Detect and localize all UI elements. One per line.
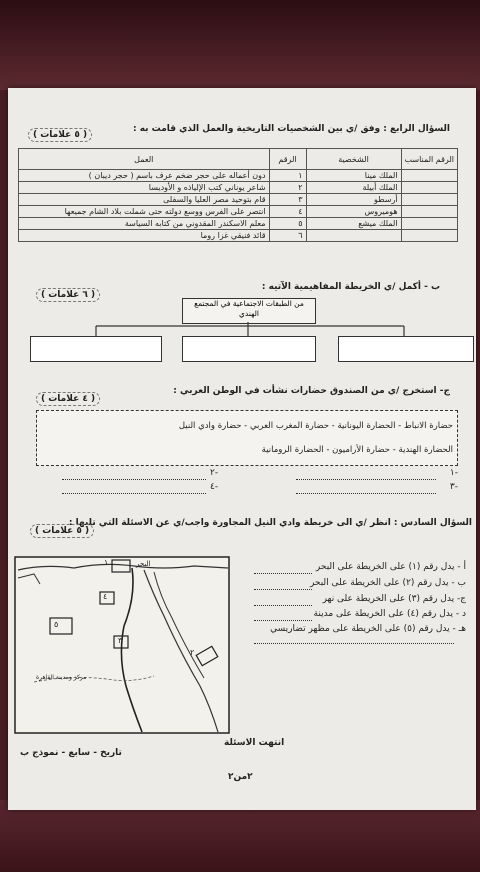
q6-item-5: هـ - يدل رقم (٥) على الخريطة على مظهر تضاريسي (270, 624, 466, 634)
header-matching-num: الرقم المناسب (401, 149, 457, 170)
work-cell: قائد فنيقي غزا روما (19, 230, 270, 242)
civilizations-box (36, 410, 458, 466)
q6-marks: ( ٥ علامات ) (30, 524, 94, 538)
map-label-5: ٥ (54, 620, 59, 629)
q6-answer-line-3[interactable] (254, 604, 312, 606)
qc-marks: ( ٤ علامات ) (36, 392, 100, 406)
map-label-sea: البحر (136, 560, 151, 568)
answer-line-4[interactable] (62, 492, 206, 494)
q6-item-3: ج- يدل رقم (٣) على الخريطة على نهر (322, 594, 466, 604)
work-cell: قام بتوحيد مصر العليا والسفلى (19, 194, 270, 206)
concept-answer-box-middle[interactable] (182, 336, 316, 362)
q6-answer-line-1[interactable] (254, 572, 312, 574)
concept-answer-box-left[interactable] (30, 336, 162, 362)
num-cell: ٤ (269, 206, 306, 218)
num-cell: ٦ (269, 230, 306, 242)
map-label-2: ٢ (190, 648, 195, 657)
map-label-1: ١ (104, 558, 109, 567)
qb-marks: ( ٦ علامات ) (36, 288, 100, 302)
civilizations-line-1: حضارة الانباط - الحضارة اليونانية - حضارة المغرب العربي - حضارة وادي النيل (178, 421, 453, 431)
num-cell: ٢ (269, 182, 306, 194)
end-of-questions: انتهت الاسئلة (224, 738, 285, 748)
qc-title: ج- استخرج /ي من الصندوق حضارات نشأت في الوطن العربي : (173, 386, 450, 396)
work-cell: معلم الاسكندر المقدوني من كتابه السياسة (19, 218, 270, 230)
q6-answer-line-4[interactable] (254, 619, 312, 621)
nile-valley-map (14, 556, 230, 734)
concept-answer-box-right[interactable] (338, 336, 474, 362)
answer-num-1: -١ (449, 468, 458, 478)
page-number: ٢من٢ (228, 772, 253, 782)
person-cell: الملك ميشع (306, 218, 401, 230)
q4-marks: ( ٥ علامات ) (28, 128, 92, 142)
answer-line-2[interactable] (62, 478, 206, 480)
q6-item-1: أ - يدل رقم (١) على الخريطة على البحر (315, 562, 466, 572)
concept-center-box: من الطبقات الاجتماعية في المجتمع الهندي (182, 298, 316, 324)
answer-num-4: -٤ (210, 482, 219, 492)
q4-title: السؤال الرابع : وفق /ي بين الشخصيات التاريخية والعمل الذي قامت به : (132, 124, 450, 134)
work-cell: دون أعماله على حجر ضخم عرف باسم ( حجر ديبان ) (19, 170, 270, 182)
person-cell: الملك أبيلة (306, 182, 401, 194)
answer-num-2: -٢ (210, 468, 219, 478)
answer-line-3[interactable] (296, 492, 436, 494)
map-label-3: ٣ (118, 636, 123, 645)
exam-subject-model: تاريخ - سابع - نموذج ب (20, 748, 122, 758)
work-cell: انتصر على الفرس ووسع دولته حتى شملت بلاد الشام جميعها (19, 206, 270, 218)
q6-title: السؤال السادس : انظر /ي الى خريطة وادي النيل المجاورة واجب/ي عن الاسئلة التي تليها : (68, 518, 472, 528)
num-cell: ١ (269, 170, 306, 182)
map-label-4: ٤ (103, 592, 108, 601)
qb-title: ب - أكمل /ي الخريطة المفاهيمية الآتيه : (261, 282, 440, 292)
header-work: العمل (19, 149, 270, 170)
answer-line-1[interactable] (296, 478, 436, 480)
civilizations-line-2: الحضارة الهندية - حضارة الأراميون - الحضارة الرومانية (261, 445, 453, 455)
q6-item-2: ب - يدل رقم (٢) على الخريطة على البحر (309, 578, 466, 588)
num-cell: ٥ (269, 218, 306, 230)
person-cell: هوميروس (306, 206, 401, 218)
num-cell: ٣ (269, 194, 306, 206)
q6-answer-line-2[interactable] (254, 588, 312, 590)
person-cell: أرسطو (306, 194, 401, 206)
q6-answer-line-5[interactable] (254, 642, 454, 644)
work-cell: شاعر يوناني كتب الإلياذه و الأوديسا (19, 182, 270, 194)
answer-num-3: -٣ (449, 482, 458, 492)
map-label-desert: مركز ومدينة القاهرة (36, 674, 87, 681)
person-cell: الملك مينا (306, 170, 401, 182)
q6-item-4: د - يدل رقم (٤) على الخريطة على مدينة (313, 609, 466, 619)
header-num: الرقم (269, 149, 306, 170)
header-person: الشخصية (306, 149, 401, 170)
